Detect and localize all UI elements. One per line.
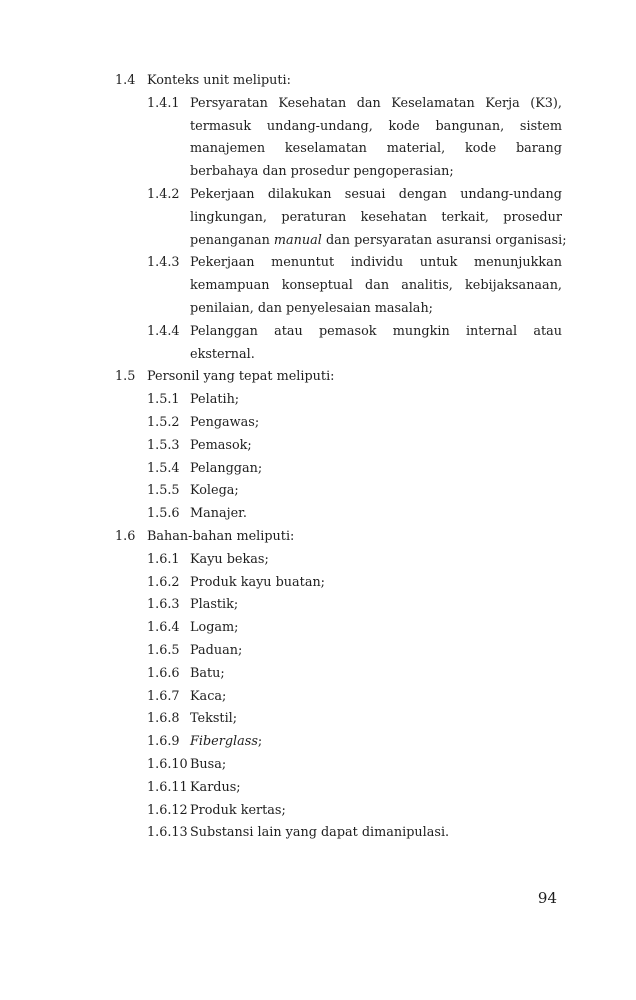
clause-text (147, 70, 562, 93)
clause-1-5 (115, 366, 562, 389)
clause-text (190, 731, 562, 754)
clause-1-6-6 (147, 663, 562, 686)
clause-line (190, 731, 562, 754)
clause-number: 1.6.12 (147, 802, 188, 818)
clause-line: Pelanggan atau pemasok mungkin internal atau (190, 323, 562, 339)
clause-1-6-9 (147, 731, 562, 754)
clause-number: 1.4.1 (147, 95, 180, 111)
clause-text (190, 572, 562, 595)
clause-1-4-3 (147, 252, 562, 320)
clause-line: Busa; (190, 756, 227, 772)
clause-text (190, 754, 562, 777)
clause-number: 1.4.3 (147, 255, 180, 271)
clause-line: Kolega; (190, 483, 239, 499)
clause-1-4-2 (147, 184, 567, 252)
clause-line: Kardus; (190, 779, 241, 795)
clause-line: Personil yang tepat meliputi: (147, 369, 335, 385)
clause-line: Manajer. (190, 506, 247, 522)
italic-term: Fiberglass (190, 734, 258, 750)
clause-1-4-4 (147, 321, 562, 367)
clause-text (190, 594, 562, 617)
clause-text (190, 617, 562, 640)
clause-number: 1.4 (115, 73, 136, 88)
clause-line: kemampuan konseptual dan analitis, kebijaksanaan, (190, 278, 562, 294)
clause-number: 1.5.5 (147, 483, 180, 499)
page-number: 94 (537, 889, 557, 907)
clause-line: Kaca; (190, 688, 227, 704)
clause-text (190, 640, 562, 663)
clause-line-pre: penanganan (190, 232, 274, 248)
clause-1-5-1 (147, 389, 562, 412)
clause-line: manajemen keselamatan material, kode barang (190, 141, 562, 157)
clause-number: 1.6.3 (147, 597, 180, 613)
clause-1-6-2 (147, 572, 562, 595)
clause-number: 1.6.11 (147, 779, 188, 795)
clause-line: Pekerjaan dilakukan sesuai dengan undang-undang (190, 186, 562, 202)
clause-text (190, 708, 562, 731)
clause-1-6-11 (147, 777, 562, 800)
clause-number: 1.6.13 (147, 825, 188, 841)
clause-line-post: ; (257, 734, 263, 750)
clause-1-6-4 (147, 617, 562, 640)
clause-line: Paduan; (190, 642, 243, 658)
clause-number: 1.6.9 (147, 734, 180, 750)
clause-text (190, 389, 562, 412)
clause-number: 1.4.2 (147, 186, 180, 202)
clause-1-4 (115, 70, 562, 93)
clause-text (190, 663, 562, 686)
clause-line: lingkungan, peraturan kesehatan terkait, prosedur (190, 209, 562, 225)
clause-1-6-7 (147, 686, 562, 709)
clause-line: Pemasok; (190, 437, 252, 453)
clause-line: penilaian, dan penyelesaian masalah; (190, 300, 433, 316)
clause-1-6-13 (147, 822, 562, 845)
clause-text (190, 93, 562, 184)
clause-number: 1.5.1 (147, 392, 180, 408)
clause-text (190, 822, 562, 845)
clause-1-5-6 (147, 503, 562, 526)
clause-text (190, 252, 562, 320)
clause-number: 1.6.4 (147, 620, 180, 636)
clause-line: Persyaratan Kesehatan dan Keselamatan Kerja (K3), (190, 95, 562, 111)
clause-1-6-12 (147, 800, 562, 823)
clause-line: Batu; (190, 665, 225, 681)
clause-line: Pengawas; (190, 414, 260, 430)
clause-line: Substansi lain yang dapat dimanipulasi. (190, 825, 450, 841)
clause-line: Produk kertas; (190, 802, 286, 818)
clause-number: 1.6.7 (147, 688, 180, 704)
clause-1-5-3 (147, 435, 562, 458)
clause-line: Pelatih; (190, 392, 240, 408)
clause-1-4-1 (147, 93, 562, 184)
clause-text (190, 458, 562, 481)
clause-line: Bahan-bahan meliputi: (147, 528, 295, 544)
clause-number: 1.6.5 (147, 642, 180, 658)
clause-number: 1.6.6 (147, 665, 180, 681)
clause-number: 1.6.2 (147, 574, 180, 590)
clause-line: Plastik; (190, 597, 239, 613)
clause-text (190, 549, 562, 572)
clause-number: 1.5.3 (147, 437, 180, 453)
clause-line: Tekstil; (190, 711, 238, 727)
clause-number: 1.6.8 (147, 711, 180, 727)
clause-1-6-5 (147, 640, 562, 663)
clause-number: 1.6.1 (147, 551, 180, 567)
clause-text (190, 800, 562, 823)
clause-line: Pelanggan; (190, 460, 263, 476)
clause-1-5-5 (147, 480, 562, 503)
clause-text (190, 184, 567, 252)
clause-text (190, 503, 562, 526)
clause-line: Kayu bekas; (190, 551, 269, 567)
clause-line-post: dan persyaratan asuransi organisasi; (321, 232, 567, 248)
clause-text (190, 321, 562, 367)
clause-line (190, 230, 567, 253)
clause-text (190, 435, 562, 458)
clause-text (147, 526, 562, 549)
clause-number: 1.5.2 (147, 414, 180, 430)
clause-number: 1.5.4 (147, 460, 180, 476)
clause-1-6 (115, 526, 562, 549)
clause-1-6-1 (147, 549, 562, 572)
clause-line: Pekerjaan menuntut individu untuk menunjukkan (190, 255, 562, 271)
clause-1-5-4 (147, 458, 562, 481)
clause-number: 1.6.10 (147, 756, 188, 772)
clause-text (147, 366, 562, 389)
clause-1-5-2 (147, 412, 562, 435)
clause-list (115, 70, 567, 845)
clause-text (190, 686, 562, 709)
clause-line: Konteks unit meliputi: (147, 73, 291, 88)
clause-text (190, 777, 562, 800)
clause-number: 1.5.6 (147, 506, 180, 522)
clause-line: termasuk undang-undang, kode bangunan, sistem (190, 118, 562, 134)
clause-text (190, 412, 562, 435)
clause-line: eksternal. (190, 346, 255, 362)
clause-number: 1.6 (115, 528, 136, 544)
italic-term: manual (273, 232, 322, 248)
clause-line: berbahaya dan prosedur pengoperasian; (190, 164, 454, 180)
clause-1-6-8 (147, 708, 562, 731)
clause-1-6-3 (147, 594, 562, 617)
clause-1-6-10 (147, 754, 562, 777)
clause-number: 1.4.4 (147, 323, 180, 339)
clause-line: Produk kayu buatan; (190, 574, 325, 590)
clause-line: Logam; (190, 620, 239, 636)
clause-number: 1.5 (115, 369, 136, 385)
clause-text (190, 480, 562, 503)
